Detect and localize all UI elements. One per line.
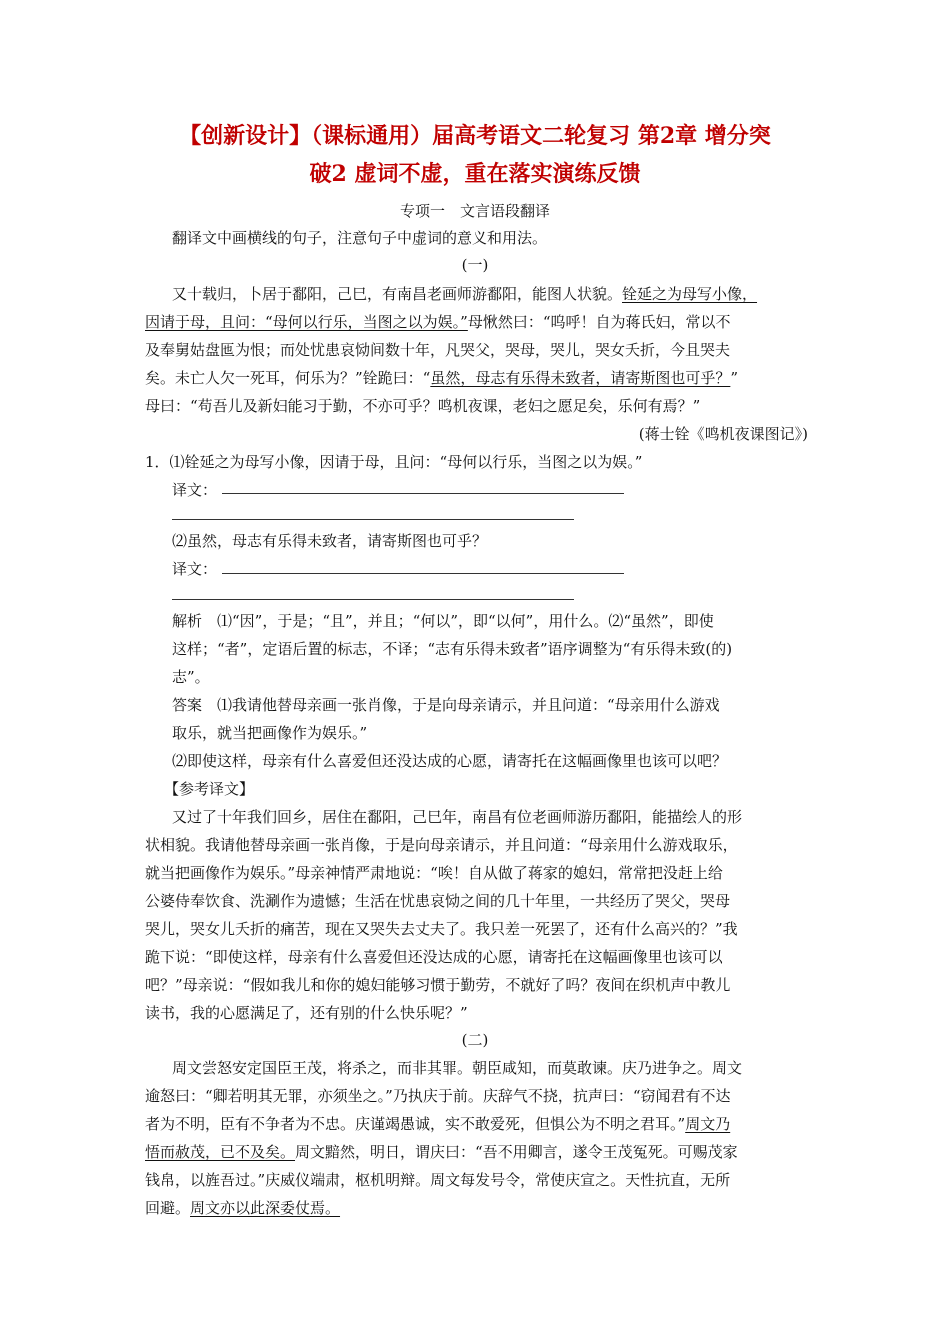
answer-blank-line[interactable] [172, 519, 574, 520]
passage-2-line-6 [145, 1198, 340, 1218]
passage-1-line-1 [172, 284, 757, 304]
answer-label-1: 译文： [172, 481, 218, 499]
document-title-line-2: 破2 虚词不虚，重在落实演练反馈 [309, 161, 641, 187]
question-1-part-2: ⑵虽然，母志有乐得未致者，请寄斯图也可乎？ [172, 532, 488, 550]
underlined-sentence: 虽然，母志有乐得未致者，请寄斯图也可乎？ [430, 369, 731, 387]
underlined-sentence: 铨延之为母写小像， [622, 285, 758, 303]
reference-heading: 【参考译文】 [164, 780, 255, 798]
reference-line-8: 读书，我的心愿满足了，还有别的什么快乐呢？” [145, 1004, 468, 1022]
text-segment: 者为不明，臣有不争者为不忠。庆谨竭愚诚，实不敢爱死，但惧公为不明之君耳。” [145, 1115, 686, 1133]
underlined-sentence: 周文乃 [685, 1115, 731, 1133]
passage-2-line-3 [145, 1114, 730, 1134]
passage-1-line-4 [145, 368, 738, 388]
passage-2-marker: (二) [461, 1031, 489, 1049]
underlined-sentence: 悟而赦茂，已不及矣。 [145, 1143, 296, 1161]
text-segment: 矣。未亡人欠一死耳，何乐为？”铨跪曰：“ [145, 369, 431, 387]
passage-1-source: (蒋士铨《鸣机夜课图记》) [638, 425, 808, 443]
text-segment: 又十载归，卜居于鄱阳，己巳，有南昌老画师游鄱阳，能图人状貌。 [172, 285, 623, 303]
answer-blank-line[interactable] [222, 493, 624, 494]
answer-blank-line[interactable] [222, 573, 624, 574]
document-title-line-1: 【创新设计】（课标通用）届高考语文二轮复习 第2章 增分突 [179, 123, 771, 149]
instruction: 翻译文中画横线的句子，注意句子中虚词的意义和用法。 [172, 229, 548, 247]
answer-blank-line[interactable] [172, 599, 574, 600]
text-segment: 回避。 [145, 1199, 191, 1217]
passage-2-line-5: 钱帛，以旌吾过。”庆威仪端肃，枢机明辩。周文每发号令，常使庆宣之。天性抗直，无所 [145, 1171, 731, 1189]
passage-1-line-5: 母曰：“苟吾儿及新妇能习于勤，不亦可乎？鸣机夜课，老妇之愿足矣，乐何有焉？” [145, 397, 701, 415]
passage-2-line-4 [145, 1142, 738, 1162]
analysis-line-1: 解析 ⑴“因”，于是；“且”，并且；“何以”，即“以何”，用什么。⑵“虽然”，即使 [172, 612, 714, 630]
section-title: 专项一 文言语段翻译 [399, 202, 550, 220]
answer-label-2: 译文： [172, 560, 218, 578]
reference-line-3: 就当把画像作为娱乐。”母亲神情严肃地说：“唉！自从做了蒋家的媳妇，常常把没赶上给 [145, 864, 723, 882]
passage-2-line-2: 逾怒曰：“卿若明其无罪，亦须坐之。”乃执庆于前。庆辞气不挠，抗声曰：“窃闻君有不达 [145, 1087, 731, 1105]
reference-line-7: 吧？”母亲说：“假如我儿和你的媳妇能够习惯于勤劳，不就好了吗？夜间在织机声中教儿 [145, 976, 731, 994]
passage-1-line-2 [145, 312, 731, 332]
reference-line-6: 跪下说：“即使这样，母亲有什么喜爱但还没达成的心愿，请寄托在这幅画像里也该可以 [145, 948, 723, 966]
answer-line-2: 取乐，就当把画像作为娱乐。” [172, 724, 368, 742]
question-1-part-1: 1．⑴铨延之为母写小像，因请于母，且问：“母何以行乐，当图之以为娱。” [145, 453, 643, 471]
text-segment: ” [730, 369, 739, 387]
reference-line-5: 哭儿，哭女儿夭折的痛苦，现在又哭失去丈夫了。我只差一死罢了，还有什么高兴的？”我 [145, 920, 738, 938]
analysis-line-2: 这样；“者”，定语后置的标志，不译；“志有乐得未致者”语序调整为“有乐得未致(的) [172, 640, 733, 658]
underlined-sentence: 因请于母，且问：“母何以行乐，当图之以为娱。” [145, 313, 468, 331]
text-segment: 母愀然曰：“呜呼！自为蒋氏妇，常以不 [467, 313, 731, 331]
passage-1-line-3: 及奉舅姑盘匜为恨；而处忧患哀恸间数十年，凡哭父，哭母，哭儿，哭女夭折，今且哭夫 [145, 341, 731, 359]
answer-line-1: 答案 ⑴我请他替母亲画一张肖像，于是向母亲请示，并且问道：“母亲用什么游戏 [172, 696, 720, 714]
reference-line-2: 状相貌。我请他替母亲画一张肖像，于是向母亲请示，并且问道：“母亲用什么游戏取乐， [145, 836, 738, 854]
reference-line-1: 又过了十年我们回乡，居住在鄱阳，己巳年，南昌有位老画师游历鄱阳，能描绘人的形 [172, 808, 743, 826]
analysis-line-3: 志”。 [172, 668, 210, 686]
reference-line-4: 公婆侍奉饮食、洗涮作为遗憾；生活在忧患哀恸之间的几十年里，一共经历了哭父，哭母 [145, 892, 731, 910]
text-segment: 周文黯然，明日，谓庆曰：“吾不用卿言，遂令王茂冤死。可赐茂家 [295, 1143, 738, 1161]
passage-1-marker: (一) [461, 256, 489, 274]
answer-line-3: ⑵即使这样，母亲有什么喜爱但还没达成的心愿，请寄托在这幅画像里也该可以吧？ [172, 752, 728, 770]
underlined-sentence: 周文亦以此深委仗焉。 [190, 1199, 341, 1217]
passage-2-line-1: 周文尝怒安定国臣王茂，将杀之，而非其罪。朝臣咸知，而莫敢谏。庆乃进争之。周文 [172, 1059, 743, 1077]
